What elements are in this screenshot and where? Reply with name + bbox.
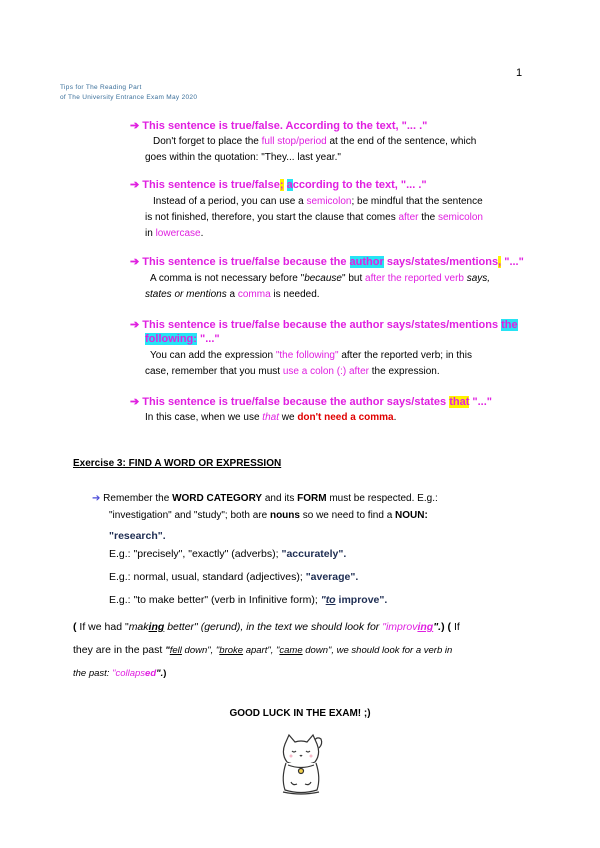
arrow-icon: ➔ <box>130 120 140 132</box>
arrow-icon: ➔ <box>92 493 101 504</box>
note-paragraph <box>73 616 543 685</box>
tip-1-line-1: Don't forget to place the full stop/period at the end of the sentence, which <box>153 136 477 147</box>
arrow-icon: ➔ <box>130 319 140 331</box>
tip-3-body <box>145 271 535 303</box>
arrow-icon: ➔ <box>130 179 140 191</box>
header-line-2: of The University Entrance Exam May 2020 <box>60 94 198 101</box>
tip-4-heading: ➔ This sentence is true/false because the author says/states/mentions the <box>130 319 518 331</box>
tip-5-heading: ➔ This sentence is true/false because the author says/states that "..." <box>130 396 493 408</box>
tip-3-line-1: A comma is not necessary before "because" but after the reported verb says, <box>150 273 491 284</box>
page-number: 1 <box>516 67 523 79</box>
exercise-line-1: ➔ Remember the WORD CATEGORY and its FORM must be respected. E.g.: <box>92 493 438 504</box>
tip-1-line-2: goes within the quotation: "They... last year." <box>145 152 341 163</box>
note-line-3: the past: "collapsed".) <box>73 668 167 679</box>
tip-2-body <box>145 194 535 242</box>
tip-1-body <box>145 134 525 166</box>
tip-2-line-2: is not finished, therefore, you start the clause that comes after the semicolon <box>145 212 483 223</box>
note-line-2: they are in the past "fell down", "broke apart", "came down", we should look for a verb in <box>73 644 453 656</box>
exercise-title: Exercise 3: FIND A WORD OR EXPRESSION <box>73 458 282 469</box>
exercise-line-2: "investigation" and "study"; both are nouns so we need to find a NOUN: <box>109 510 428 521</box>
tip-4-heading-cont: following: "..." <box>145 333 220 345</box>
tip-3-heading: ➔ This sentence is true/false because the author says/states/mentions, "..." <box>130 256 524 268</box>
header-line-1: Tips for The Reading Part <box>60 84 142 91</box>
example-1: E.g.: "precisely", "exactly" (adverbs); "accurately". <box>109 548 347 560</box>
note-line-1: ( If we had "making better" (gerund), in the text we should look for "improving".) ( If <box>73 621 460 633</box>
tip-1-heading <box>130 119 427 132</box>
exercise-body <box>92 490 532 545</box>
exercise-line-3: "research". <box>109 530 166 542</box>
tip-4-line-2: case, remember that you must use a colon (:) after the expression. <box>145 366 440 377</box>
tip-1-heading-text: This sentence is true/false. According to the text, "... ." <box>142 120 428 132</box>
example-3: E.g.: "to make better" (verb in Infinitive form); "to improve". <box>109 594 388 606</box>
lucky-cat-icon <box>273 732 329 796</box>
example-2: E.g.: normal, usual, standard (adjectives); "average". <box>109 571 359 583</box>
tip-4-body <box>145 348 535 380</box>
tip-2-line-3: in lowercase. <box>145 228 204 239</box>
arrow-icon: ➔ <box>130 256 140 268</box>
arrow-icon: ➔ <box>130 396 140 408</box>
tip-5-body: In this case, when we use that we don't need a comma. <box>145 412 397 423</box>
tip-4-line-1: You can add the expression "the following" after the reported verb; in this <box>150 350 472 361</box>
tip-2-line-1: Instead of a period, you can use a semicolon; be mindful that the sentence <box>153 196 483 207</box>
closing-message: GOOD LUCK IN THE EXAM! ;) <box>229 708 371 719</box>
tip-2-heading: ➔ This sentence is true/false; according to the text, "... ." <box>130 179 427 191</box>
tip-3-line-2: states or mentions a comma is needed. <box>145 289 320 300</box>
